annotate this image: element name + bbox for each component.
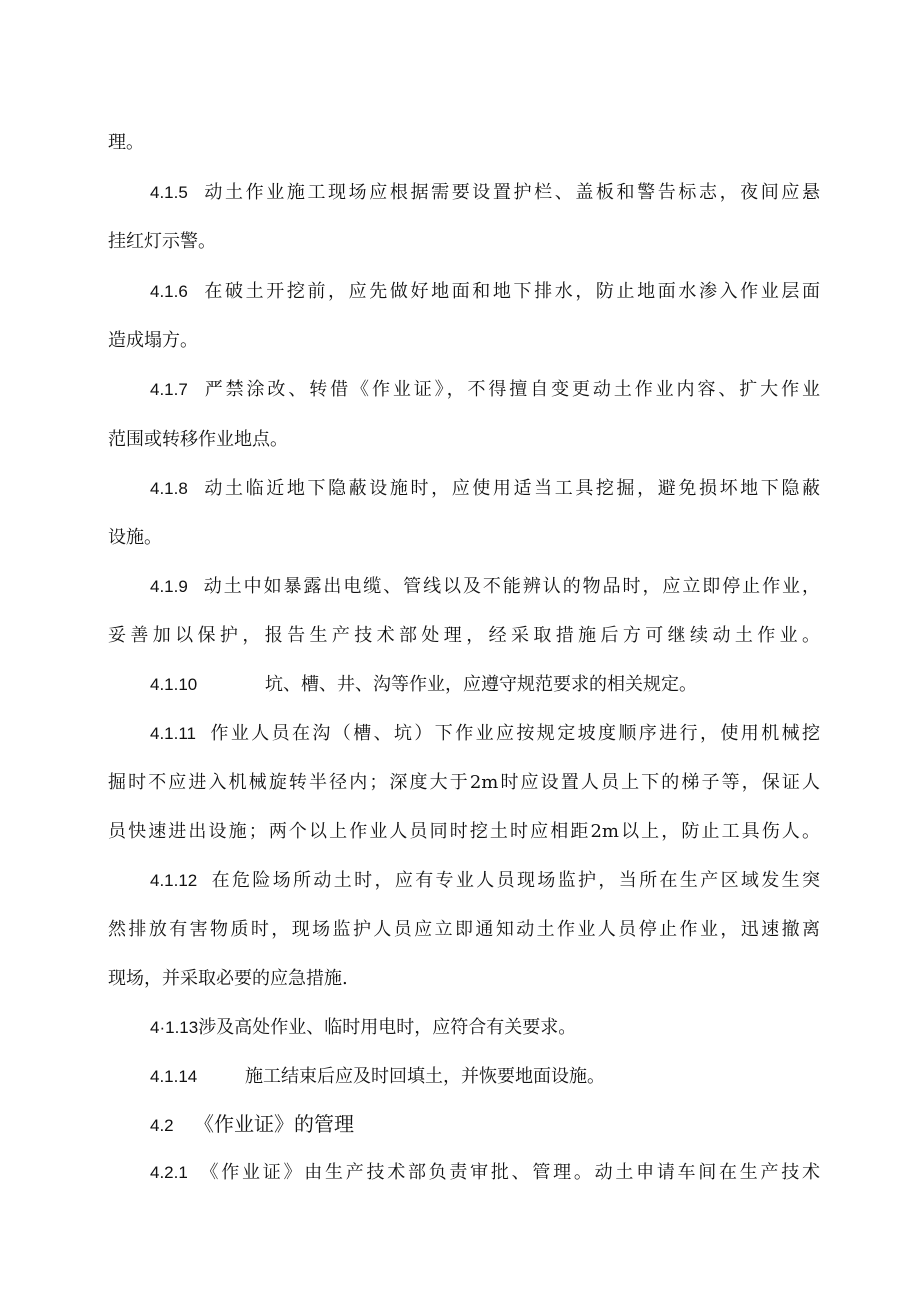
- paragraph-line: [108, 526, 820, 550]
- clause-4-1-5: [150, 181, 820, 205]
- clause-4-1-9: [150, 575, 820, 599]
- paragraph-line: [108, 820, 820, 844]
- line-text: 妥善加以保护，报告生产技术部处理，经采取措施后方可继续动土作业。: [108, 625, 820, 646]
- clause-4-1-11: [150, 722, 820, 746]
- clause-4-1-14: [150, 1065, 820, 1089]
- paragraph-line: [108, 428, 820, 452]
- paragraph-line: [108, 230, 820, 254]
- clause-number: 4.1.8: [150, 479, 188, 498]
- line-text: 《作业证》由生产技术部负责审批、管理。动土申请车间在生产技术: [197, 1162, 820, 1183]
- paragraph-line: [108, 771, 820, 795]
- line-text: 然排放有害物质时，现场监护人员应立即通知动土作业人员停止作业，迅速撤离: [108, 919, 820, 940]
- clause-number: 4.2.1: [150, 1163, 188, 1182]
- clause-number: 4.1.6: [150, 282, 188, 301]
- line-text: 动土中如暴露出电缆、管线以及不能辨认的物品时，应立即停止作业，: [201, 576, 820, 597]
- line-text: 动土临近地下隐蔽设施时，应使用适当工具挖掘，避免损坏地下隐蔽: [201, 478, 820, 499]
- section-number: 4.2: [150, 1116, 174, 1135]
- paragraph-line: [108, 131, 820, 155]
- line-text: 施工结束后应及时回填土，并恢要地面设施。: [245, 1066, 605, 1087]
- line-text: 现场，并采取必要的应急措施.: [108, 968, 348, 989]
- line-text: 在破土开挖前，应先做好地面和地下排水，防止地面水渗入作业层面: [201, 281, 820, 302]
- line-text: 范围或转移作业地点。: [108, 429, 288, 450]
- clause-4-1-10: [150, 673, 820, 697]
- paragraph-line: [108, 918, 820, 942]
- line-text: 造成塌方。: [108, 330, 198, 351]
- line-text: 在危险场所动土时，应有专业人员现场监护，当所在生产区域发生突: [209, 870, 820, 891]
- clause-number: 4·1.13: [150, 1018, 199, 1037]
- clause-number: 4.1.12: [150, 871, 198, 890]
- paragraph-line: [108, 967, 820, 991]
- line-text: 理。: [108, 132, 144, 153]
- paragraph-line: [108, 624, 820, 648]
- clause-4-1-6: [150, 280, 820, 304]
- clause-number: 4.1.10: [150, 675, 198, 694]
- clause-number: 4.1.14: [150, 1067, 198, 1086]
- section-title: 《作业证》的管理: [194, 1112, 354, 1136]
- clause-4-1-13: [150, 1016, 820, 1040]
- clause-4-2-1: [150, 1161, 820, 1185]
- line-text: 作业人员在沟（槽、坑）下作业应按规定坡度顺序进行，使用机械挖: [208, 723, 820, 744]
- line-text: 员快速进出设施；两个以上作业人员同时挖土时应相距2m以上，防止工具伤人。: [108, 821, 820, 842]
- clause-4-1-8: [150, 477, 820, 501]
- clause-number: 4.1.9: [150, 577, 188, 596]
- clause-number: 4.1.11: [150, 724, 197, 743]
- paragraph-line: [108, 329, 820, 353]
- line-text: 掘时不应进入机械旋转半径内；深度大于2m时应设置人员上下的梯子等，保证人: [108, 772, 820, 793]
- section-heading-4-2: [150, 1112, 820, 1138]
- clause-number: 4.1.5: [150, 183, 188, 202]
- line-text: 挂红灯示警。: [108, 231, 216, 252]
- line-text: 动土作业施工现场应根据需要设置护栏、盖板和警告标志，夜间应悬: [201, 182, 820, 203]
- line-text: 坑、槽、井、沟等作业，应遵守规范要求的相关规定。: [265, 674, 697, 695]
- line-text: 涉及高处作业、临时用电时，应符合有关要求。: [198, 1017, 577, 1038]
- line-text: 严禁涂改、转借《作业证》，不得擅自变更动土作业内容、扩大作业: [201, 379, 820, 400]
- clause-4-1-7: [150, 378, 820, 402]
- clause-number: 4.1.7: [150, 380, 188, 399]
- line-text: 设施。: [108, 527, 162, 548]
- clause-4-1-12: [150, 869, 820, 893]
